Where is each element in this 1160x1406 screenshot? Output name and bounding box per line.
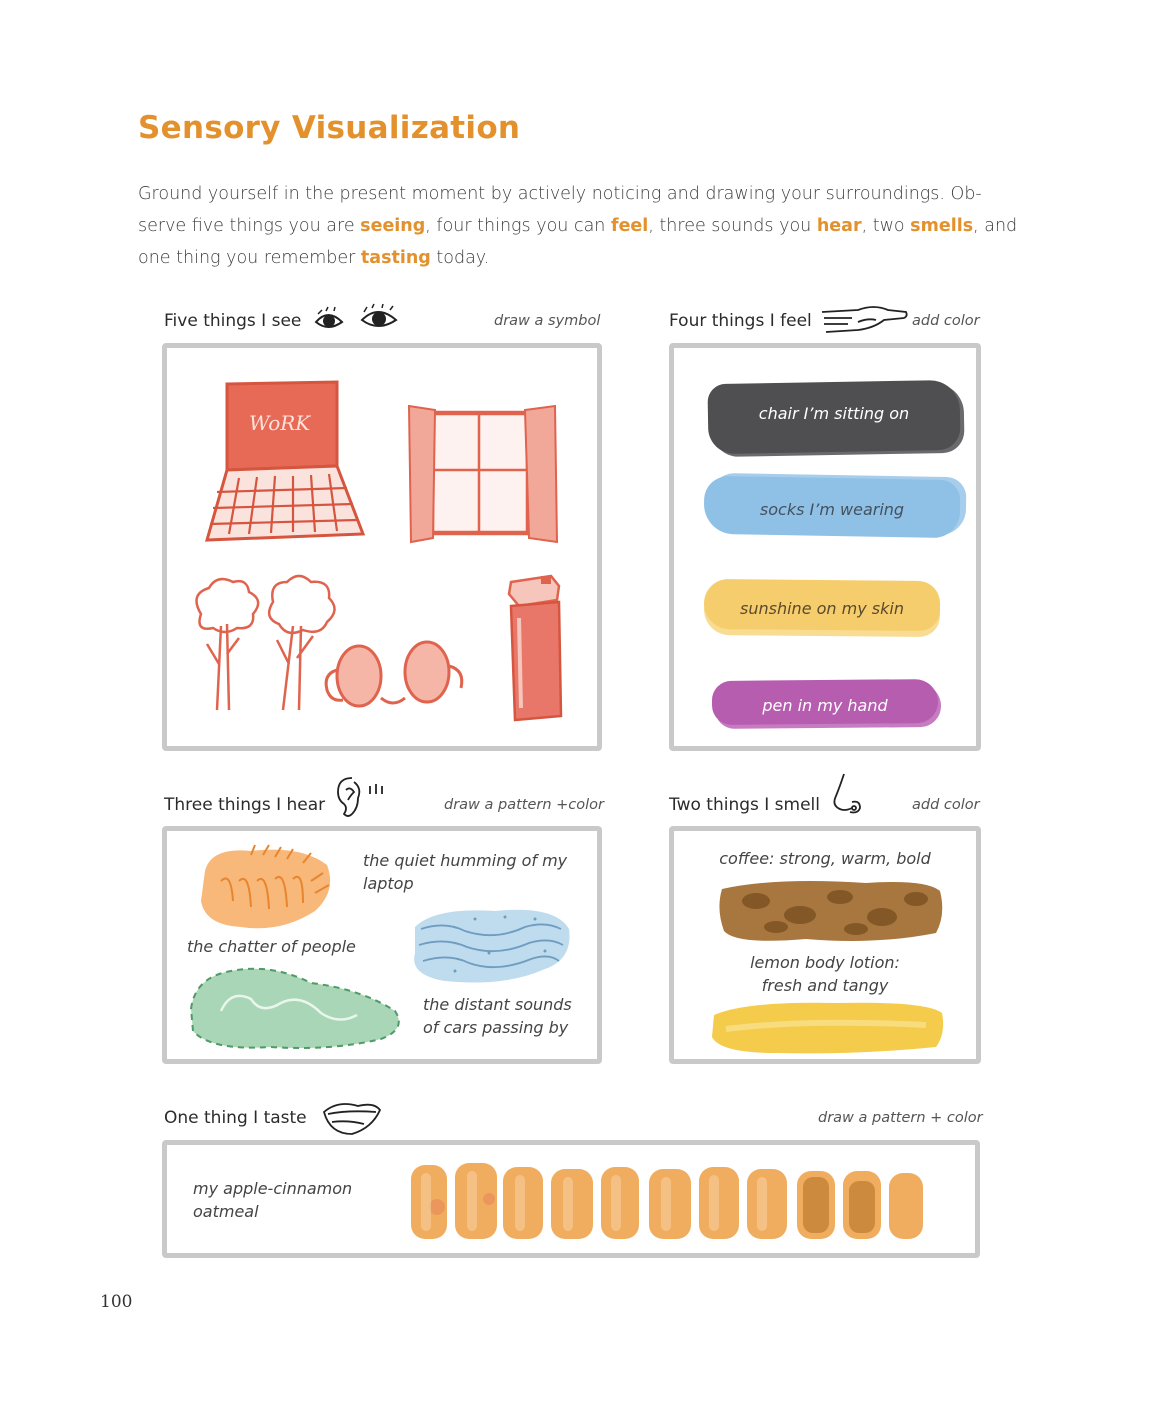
- page-title: Sensory Visualization: [138, 110, 521, 146]
- taste-hint: draw a pattern + color: [818, 1110, 983, 1126]
- laptop-sketch: [187, 374, 367, 550]
- intro-line-2: serve five things you are seeing, four things you can feel, three sounds you hear, two smells, and: [138, 216, 1018, 236]
- lemon-color-stroke: [706, 997, 946, 1057]
- smell-hint: add color: [912, 797, 980, 813]
- highlight-hear: hear: [816, 216, 862, 236]
- intro-line-3: one thing you remember tasting today.: [138, 248, 490, 268]
- water-bottle-sketch: [497, 570, 577, 730]
- smell-note-lemon-2: fresh and tangy: [761, 976, 889, 995]
- taste-section-title: One thing I taste: [164, 1108, 307, 1128]
- oatmeal-pattern: [403, 1157, 943, 1245]
- hand-icon: [818, 300, 910, 338]
- smell-section-title: Two things I smell: [669, 795, 821, 815]
- feel-label-sunshine: sunshine on my skin: [740, 599, 904, 618]
- hear-drawing-box[interactable]: [162, 826, 602, 1064]
- see-drawing-box[interactable]: [162, 343, 602, 751]
- feel-label-chair: chair I’m sitting on: [758, 404, 910, 423]
- taste-drawing-box[interactable]: [162, 1140, 980, 1258]
- chatter-pattern: [191, 841, 341, 937]
- feel-section-title: Four things I feel: [669, 311, 812, 331]
- laptop-screen-text: WoRK: [249, 411, 311, 435]
- feel-drawing-box[interactable]: [669, 343, 981, 751]
- cars-pattern: [181, 959, 415, 1059]
- smell-note-coffee: coffee: strong, warm, bold: [719, 849, 931, 868]
- intro-paragraph: [138, 178, 1018, 274]
- hear-note-cars-1: the distant sounds: [423, 995, 572, 1014]
- eyes-icon: [312, 302, 408, 338]
- hear-note-chatter: the chatter of people: [187, 937, 356, 956]
- highlight-feel: feel: [610, 216, 649, 236]
- hear-hint: draw a pattern +color: [444, 797, 605, 813]
- smell-note-lemon-1: lemon body lotion:: [750, 953, 900, 972]
- ear-icon: [332, 774, 388, 820]
- nose-icon: [830, 772, 866, 818]
- feel-label-pen: pen in my hand: [762, 696, 888, 715]
- smell-drawing-box[interactable]: [669, 826, 981, 1064]
- hear-note-laptop-2: laptop: [363, 874, 414, 893]
- humming-pattern: [405, 903, 575, 989]
- taste-note-1: my apple-cinnamon: [193, 1179, 353, 1198]
- see-section-title: Five things I see: [164, 311, 302, 331]
- hear-note-cars-2: of cars passing by: [423, 1018, 569, 1037]
- hear-section-title: Three things I hear: [164, 795, 326, 815]
- highlight-tasting: tasting: [360, 248, 431, 268]
- highlight-seeing: seeing: [360, 216, 426, 236]
- intro-line-1: Ground yourself in the present moment by actively noticing and drawing your surroundings. Ob-: [138, 184, 982, 204]
- see-hint: draw a symbol: [494, 313, 601, 329]
- coffee-color-stroke: [716, 875, 946, 947]
- taste-note-2: oatmeal: [193, 1202, 259, 1221]
- mouth-icon: [318, 1098, 384, 1140]
- glasses-sketch: [319, 640, 469, 720]
- window-sketch: [405, 402, 565, 552]
- hear-note-laptop-1: the quiet humming of my: [363, 851, 568, 870]
- page-number: 100: [100, 1292, 133, 1312]
- feel-label-socks: socks I’m wearing: [759, 500, 905, 519]
- feel-hint: add color: [912, 313, 980, 329]
- highlight-smells: smells: [910, 216, 974, 236]
